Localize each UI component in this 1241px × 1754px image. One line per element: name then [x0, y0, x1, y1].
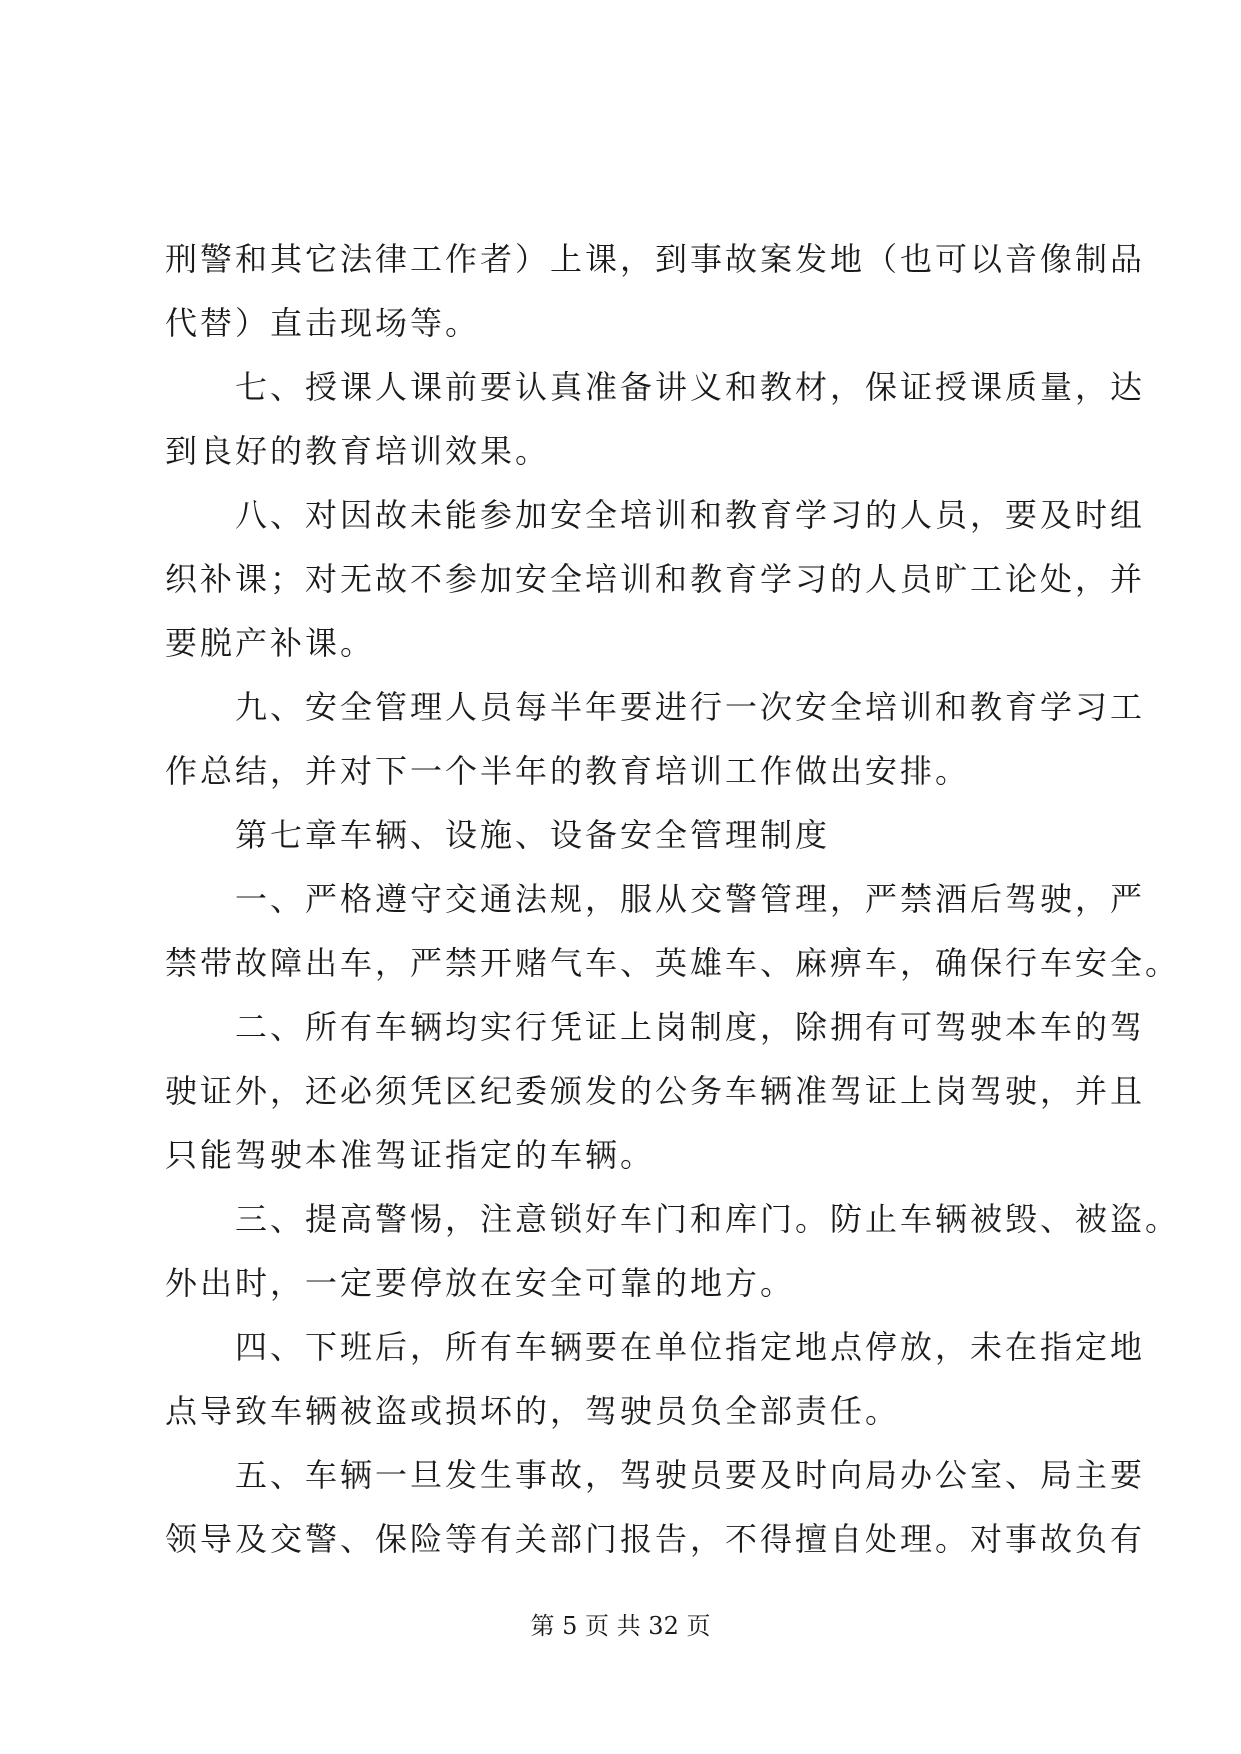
paragraph-four: 四、下班后，所有车辆要在单位指定地点停放，未在指定地 — [235, 1328, 1146, 1366]
text-line: 外出时，一定要停放在安全可靠的地方。 — [165, 1264, 796, 1302]
text-line: 驶证外，还必须凭区纪委颁发的公务车辆准驾证上岗驾驶，并且 — [165, 1072, 1146, 1110]
text-line: 刑警和其它法律工作者）上课，到事故案发地（也可以音像制品 — [165, 240, 1146, 278]
text-line: 作总结，并对下一个半年的教育培训工作做出安排。 — [165, 752, 971, 790]
text-line: 点导致车辆被盗或损坏的，驾驶员负全部责任。 — [165, 1392, 901, 1430]
paragraph-five: 五、车辆一旦发生事故，驾驶员要及时向局办公室、局主要 — [235, 1456, 1146, 1494]
page-number-footer: 第 5 页 共 32 页 — [530, 1612, 711, 1640]
paragraph-seven: 七、授课人课前要认真准备讲义和教材，保证授课质量，达 — [235, 368, 1146, 406]
text-line: 织补课；对无故不参加安全培训和教育学习的人员旷工论处，并 — [165, 560, 1146, 598]
text-line: 代替）直击现场等。 — [165, 304, 481, 342]
document-body — [165, 227, 1181, 1571]
paragraph-two: 二、所有车辆均实行凭证上岗制度，除拥有可驾驶本车的驾 — [235, 1008, 1146, 1046]
text-line: 要脱产补课。 — [165, 624, 376, 662]
paragraph-three: 三、提高警惕，注意锁好车门和库门。防止车辆被毁、被盗。 — [235, 1200, 1181, 1238]
paragraph-one: 一、严格遵守交通法规，服从交警管理，严禁酒后驾驶，严 — [235, 880, 1146, 918]
text-line: 到良好的教育培训效果。 — [165, 432, 551, 470]
text-line: 只能驾驶本准驾证指定的车辆。 — [165, 1136, 656, 1174]
text-line: 领导及交警、保险等有关部门报告，不得擅自处理。对事故负有 — [165, 1520, 1146, 1558]
text-line: 禁带故障出车，严禁开赌气车、英雄车、麻痹车，确保行车安全。 — [165, 944, 1181, 982]
paragraph-nine: 九、安全管理人员每半年要进行一次安全培训和教育学习工 — [235, 688, 1146, 726]
paragraph-eight: 八、对因故未能参加安全培训和教育学习的人员，要及时组 — [235, 496, 1146, 534]
chapter-heading: 第七章车辆、设施、设备安全管理制度 — [235, 816, 831, 854]
